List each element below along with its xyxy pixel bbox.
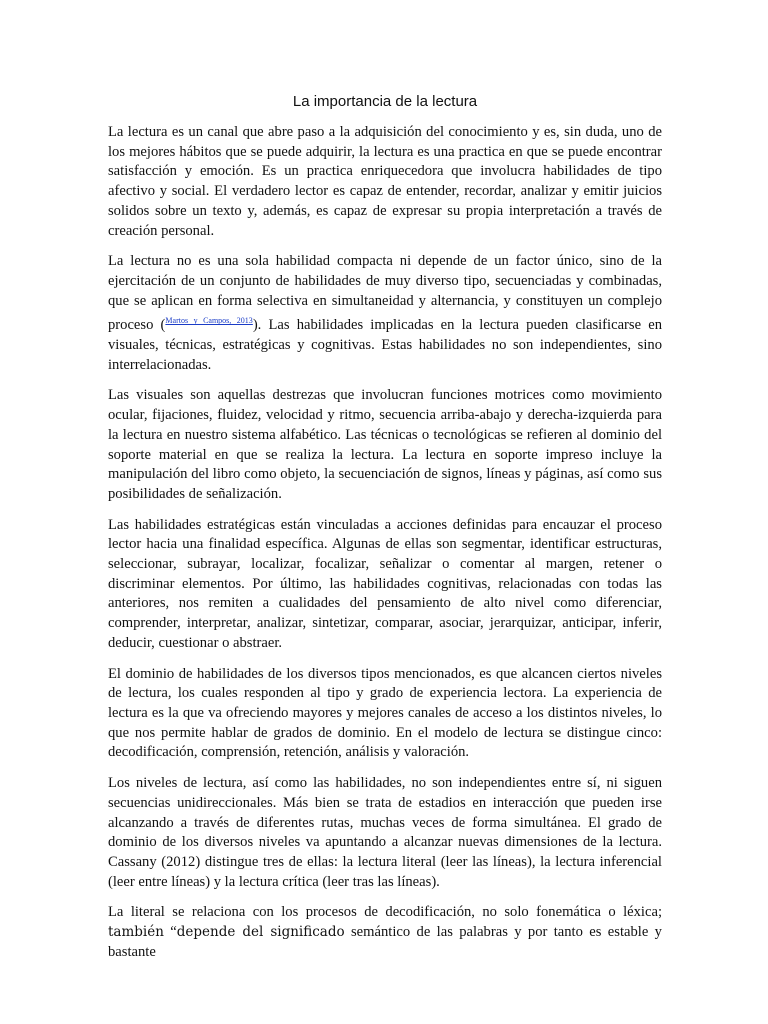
paragraph-4: Las habilidades estratégicas están vinculadas a acciones definidas para encauzar el proceso lector hacia una finalidad específica. Algunas de ellas son segmentar, identificar estructuras, seleccionar, subrayar, localizar, focalizar, señalizar o comentar al margen, retener o discriminar elementos. Por último, las habilidades cognitivas, relacionadas con todas las anteriores, nos remiten a cualidades del pensamiento de alto nivel como diferenciar, comprender, interpretar, analizar, sintetizar, comparar, asociar, jerarquizar, anticipar, inferir, deducir, cuestionar o abstraer. [108,516,662,651]
paragraph-2-text-end: ). Las habilidades implicadas en la lectura pueden clasificarse en visuales, técnicas, estratégicas y cognitivas. Estas habilidades no son independientes, sino interrelacionadas. [108,317,662,373]
document-page [108,88,662,973]
paragraph-1: La lectura es un canal que abre paso a la adquisición del conocimiento y es, sin duda, uno de los mejores hábitos que se puede adquirir, la lectura es una practica en que se puede encontrar satisfacción y emoción. Es un practica enriquecedora que involucra habilidades de tipo afectivo y social. El verdadero lector es capaz de entender, recordar, analizar y emitir juicios solidos sobre un texto y, además, es capaz de expresar su propia interpretación a través de creación personal. [108,124,662,239]
paragraph-7-alt-word: también [108,924,164,941]
paragraph-7-quote: “ [163,924,177,941]
paragraph-7-text-start: La literal se relaciona con los procesos de decodificación, no solo fonemática o léxica; [108,904,662,921]
paragraph-7-alt-phrase: depende del significado [176,924,345,941]
paragraph-7 [108,903,662,962]
citation-link[interactable]: Martos y Campos, 2013 [165,316,253,326]
paragraph-6: Los niveles de lectura, así como las habilidades, no son independientes entre sí, ni siguen secuencias unidireccionales. Más bien se trata de estadios en interacción que pueden irse alcanzando a través de diferentes rutas, muchas veces de forma simultánea. El grado de dominio de los diversos niveles va apuntando a alcanzar nuevas dimensiones de la lectura. Cassany (2012) distingue tres de ellas: la lectura literal (leer las líneas), la lectura inferencial (leer entre líneas) y la lectura crítica (leer tras las líneas). [108,775,662,890]
paragraph-2-text-start: La lectura no es una sola habilidad compacta ni depende de un factor único, sino de la ejercitación de un conjunto de habilidades de muy diverso tipo, secuenciadas y combinadas, que se aplican en forma selectiva en simultaneidad y alternancia, y constituyen un complejo proceso ( [108,253,662,334]
paragraph-5: El dominio de habilidades de los diversos tipos mencionados, es que alcancen ciertos niveles de lectura, los cuales responden al tipo y grado de experiencia lectora. La experiencia de lectura es la que va ofreciendo mayores y mejores canales de acceso a los distintos niveles, lo que nos permite hablar de grados de dominio. En el modelo de lectura se distingue cinco: decodificación, comprensión, retención, análisis y valoración. [108,665,662,761]
paragraph-3: Las visuales son aquellas destrezas que involucran funciones motrices como movimiento ocular, fijaciones, fluidez, velocidad y ritmo, secuencia arriba-abajo y derecha-izquierda para la lectura en nuestro sistema alfabético. Las técnicas o tecnológicas se refieren al dominio del soporte material en que se realiza la lectura. La lectura en soporte impreso incluye la manipulación del libro como objeto, la secuenciación de signos, líneas y páginas, así como sus posibilidades de señalización. [108,387,662,502]
paragraph-7-text-end: semántico de las palabras y por tanto es estable y bastante [108,924,662,960]
document-title: La importancia de la lectura [292,93,478,110]
paragraph-2 [108,252,662,375]
